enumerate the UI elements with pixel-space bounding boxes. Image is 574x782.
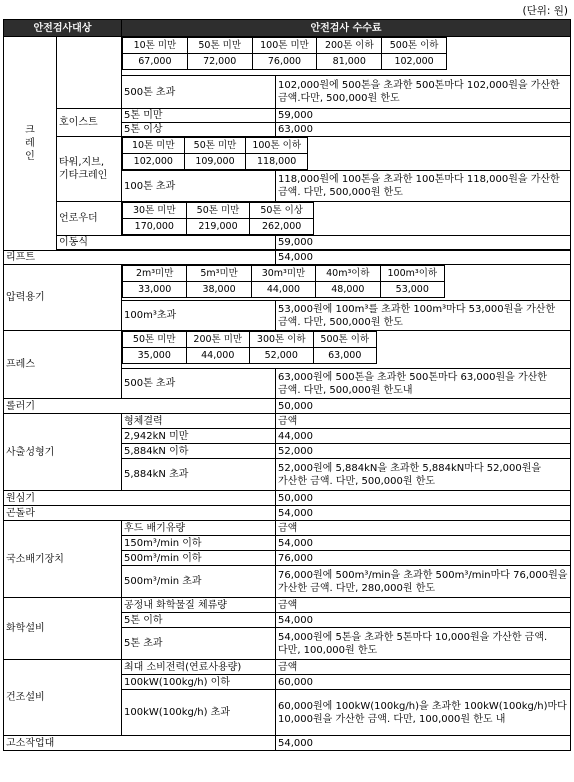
exhaust-condition-1: 150m³/min 이하 — [122, 536, 276, 551]
exhaust-label: 국소배기장치 — [4, 521, 122, 598]
press-over-fee: 63,000원에 500톤을 초과한 500톤마다 63,000원을 가산한 금액. 다만, 500,000원 한도내 — [276, 369, 571, 399]
press-grid — [122, 331, 571, 369]
lift-fee: 54,000 — [276, 251, 571, 265]
pressure-over-label: 100m³초과 — [122, 301, 276, 331]
aerial-platform-fee: 54,000 — [276, 736, 571, 751]
tower-fee-1: 102,000 — [123, 154, 185, 170]
press-fee-3: 52,000 — [250, 348, 314, 364]
chemical-condition-header: 공정내 화학물질 체류량 — [122, 598, 276, 613]
crane-fee-1: 67,000 — [123, 54, 188, 70]
press-tier-2: 200톤 미만 — [186, 332, 250, 348]
unit-note: (단위: 원) — [522, 5, 568, 17]
pressure-tier-1: 2m³미만 — [123, 266, 187, 282]
crane-tier-4: 200톤 이하 — [317, 38, 382, 54]
pressure-over-fee: 53,000원에 100m³를 초과한 100m³마다 53,000원을 가산한 금액. 다만, 500,000원 한도 — [276, 301, 571, 331]
gondola-label: 곤돌라 — [4, 506, 276, 521]
pressure-tier-3: 30m³미만 — [251, 266, 315, 282]
crane-fee-3: 76,000 — [252, 54, 317, 70]
exhaust-condition-2: 500m³/min 이하 — [122, 551, 276, 566]
crane-tier-5: 500톤 이하 — [382, 38, 447, 54]
injection-condition-1: 2,942kN 미만 — [122, 429, 276, 444]
exhaust-fee-header: 금액 — [276, 521, 571, 536]
safety-inspection-fee-table — [3, 19, 571, 751]
hoist-condition-1: 5톤 미만 — [122, 109, 276, 123]
hoist-fee-1: 59,000 — [276, 109, 571, 123]
crane-tier-3: 100톤 미만 — [252, 38, 317, 54]
dryer-condition-1: 100kW(100kg/h) 이하 — [122, 675, 276, 690]
roller-label: 롤러기 — [4, 399, 276, 414]
press-fee-2: 44,000 — [186, 348, 250, 364]
press-tier-1: 50톤 미만 — [123, 332, 187, 348]
crane-general-grid — [122, 37, 571, 76]
crane-general-blank — [57, 37, 122, 109]
mobile-crane-label: 이동식 — [57, 236, 276, 250]
crane-tier-2: 50톤 미만 — [187, 38, 252, 54]
pressure-grid — [122, 265, 571, 301]
injection-condition-2: 5,884kN 이하 — [122, 444, 276, 459]
hoist-fee-2: 63,000 — [276, 123, 571, 137]
chemical-fee-1: 54,000 — [276, 613, 571, 628]
pressure-fee-1: 33,000 — [123, 282, 187, 298]
tower-grid — [122, 137, 571, 171]
crane-fee-5: 102,000 — [382, 54, 447, 70]
tower-over-fee: 118,000원에 100톤을 초과한 100톤마다 118,000원을 가산한 금액. 다만, 500,000원 한도 — [276, 171, 571, 202]
chemical-fee-header: 금액 — [276, 598, 571, 613]
press-fee-1: 35,000 — [123, 348, 187, 364]
pressure-tier-2: 5m³미만 — [187, 266, 251, 282]
hoist-condition-2: 5톤 이상 — [122, 123, 276, 137]
lift-label: 리프트 — [4, 251, 276, 265]
dryer-condition-2: 100kW(100kg/h) 초과 — [122, 690, 276, 736]
tower-tier-3: 100톤 이하 — [246, 138, 308, 154]
unloader-grid — [122, 202, 571, 236]
injection-fee-1: 44,000 — [276, 429, 571, 444]
dryer-fee-1: 60,000 — [276, 675, 571, 690]
chemical-fee-2: 54,000원에 5톤을 초과한 5톤마다 10,000원을 가산한 금액. 다만, 100,000원 한도 — [276, 628, 571, 660]
press-tier-3: 300톤 이하 — [250, 332, 314, 348]
unloader-fee-2: 219,000 — [186, 219, 250, 235]
roller-fee: 50,000 — [276, 399, 571, 414]
unloader-fee-1: 170,000 — [123, 219, 187, 235]
chemical-condition-2: 5톤 초과 — [122, 628, 276, 660]
pressure-fee-5: 53,000 — [380, 282, 444, 298]
crane-fee-4: 81,000 — [317, 54, 382, 70]
unloader-tier-1: 30톤 미만 — [123, 203, 187, 219]
injection-fee-3: 52,000원에 5,884kN을 초과한 5,884kN마다 52,000원을 가산한 금액. 다만, 500,000원 한도 — [276, 459, 571, 491]
hoist-label: 호이스트 — [57, 109, 122, 137]
dryer-fee-2: 60,000원에 100kW(100kg/h)을 초과한 100kW(100kg/h)마다 10,000원을 가산한 금액. 다만, 100,000원 한도 내 — [276, 690, 571, 736]
crane-over-fee: 102,000원에 500톤을 초과한 500톤마다 102,000원을 가산한 금액.다만, 500,000원 한도 — [276, 76, 571, 109]
chemical-condition-1: 5톤 이하 — [122, 613, 276, 628]
tower-crane-label: 타워,지브, 기타크레인 — [57, 137, 122, 202]
pressure-tier-5: 100m³이하 — [380, 266, 444, 282]
exhaust-condition-3: 500m³/min 초과 — [122, 566, 276, 598]
dryer-fee-header: 금액 — [276, 660, 571, 675]
exhaust-condition-header: 후드 배기유량 — [122, 521, 276, 536]
pressure-fee-2: 38,000 — [187, 282, 251, 298]
centrifuge-label: 원심기 — [4, 491, 276, 506]
pressure-fee-4: 48,000 — [316, 282, 380, 298]
injection-label: 사출성형기 — [4, 414, 122, 491]
crane-over-label: 500톤 초과 — [122, 76, 276, 109]
tower-fee-2: 109,000 — [184, 154, 246, 170]
exhaust-fee-2: 76,000 — [276, 551, 571, 566]
pressure-fee-3: 44,000 — [251, 282, 315, 298]
tower-tier-1: 10톤 미만 — [123, 138, 185, 154]
pressure-tier-4: 40m³이하 — [316, 266, 380, 282]
pressure-vessel-label: 압력용기 — [4, 265, 122, 331]
injection-fee-2: 52,000 — [276, 444, 571, 459]
press-fee-4: 63,000 — [313, 348, 377, 364]
header-target: 안전검사대상 — [4, 20, 122, 37]
crane-fee-2: 72,000 — [187, 54, 252, 70]
unloader-tier-3: 50톤 이상 — [250, 203, 314, 219]
tower-over-label: 100톤 초과 — [122, 171, 276, 202]
injection-condition-3: 5,884kN 초과 — [122, 459, 276, 491]
mobile-crane-fee: 59,000 — [276, 236, 571, 250]
dryer-label: 건조설비 — [4, 660, 122, 736]
centrifuge-fee: 50,000 — [276, 491, 571, 506]
chemical-label: 화학설비 — [4, 598, 122, 660]
gondola-fee: 54,000 — [276, 506, 571, 521]
injection-fee-header: 금액 — [276, 414, 571, 429]
press-over-label: 500톤 초과 — [122, 369, 276, 399]
exhaust-fee-3: 76,000원에 500m³/min을 초과한 500m³/min마다 76,000원을 가산한 금액. 다만, 280,000원 한도 — [276, 566, 571, 598]
crane-label: 크 레 인 — [4, 37, 57, 251]
header-fee: 안전검사 수수료 — [122, 20, 571, 37]
tower-tier-2: 50톤 미만 — [184, 138, 246, 154]
header-row — [4, 20, 571, 37]
tower-fee-3: 118,000 — [246, 154, 308, 170]
crane-tier-1: 10톤 미만 — [123, 38, 188, 54]
press-label: 프레스 — [4, 331, 122, 399]
unloader-label: 언로우더 — [57, 202, 122, 236]
aerial-platform-label: 고소작업대 — [4, 736, 276, 751]
exhaust-fee-1: 54,000 — [276, 536, 571, 551]
dryer-condition-header: 최대 소비전력(연료사용량) — [122, 660, 276, 675]
unloader-tier-2: 50톤 미만 — [186, 203, 250, 219]
press-tier-4: 500톤 이하 — [313, 332, 377, 348]
unloader-fee-3: 262,000 — [250, 219, 314, 235]
injection-condition-header: 형체결력 — [122, 414, 276, 429]
